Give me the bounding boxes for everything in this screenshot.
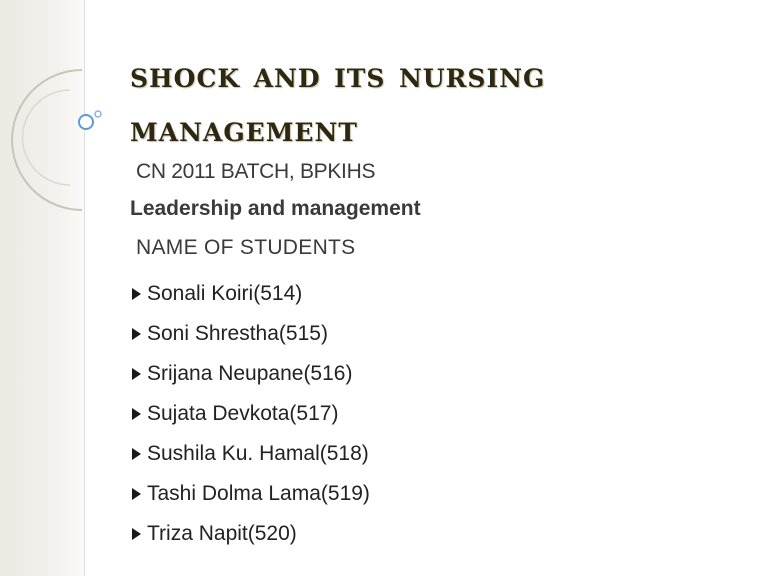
student-name: Triza Napit(520): [147, 522, 297, 545]
batch-text: CN 2011 BATCH, BPKIHS: [136, 160, 376, 183]
student-name: Sujata Devkota(517): [147, 402, 339, 425]
list-item: [130, 394, 370, 434]
student-name: Srijana Neupane(516): [147, 362, 353, 385]
student-name: Sushila Ku. Hamal(518): [147, 442, 369, 465]
students-heading: NAME OF STUDENTS: [136, 236, 356, 259]
student-name: Tashi Dolma Lama(519): [147, 482, 370, 505]
arrow-bullet-icon: [132, 448, 141, 460]
arrow-bullet-icon: [132, 288, 141, 300]
arrow-bullet-icon: [132, 488, 141, 500]
student-name: Soni Shrestha(515): [147, 322, 328, 345]
list-item: [130, 314, 370, 354]
arrow-bullet-icon: [132, 368, 141, 380]
arrow-bullet-icon: [132, 328, 141, 340]
list-item: [130, 514, 370, 554]
accent-circle-icon: [79, 115, 93, 129]
slide-title: shock and its nursing management: [130, 54, 546, 150]
list-item: [130, 274, 370, 314]
arrow-bullet-icon: [132, 528, 141, 540]
decorative-arc-graphic: [0, 60, 140, 220]
list-item: [130, 474, 370, 514]
subject-text: Leadership and management: [130, 197, 421, 220]
student-name: Sonali Koiri(514): [147, 282, 303, 305]
students-list: [130, 274, 370, 554]
list-item: [130, 434, 370, 474]
arrow-bullet-icon: [132, 408, 141, 420]
list-item: [130, 354, 370, 394]
small-accent-circle-icon: [95, 111, 101, 117]
